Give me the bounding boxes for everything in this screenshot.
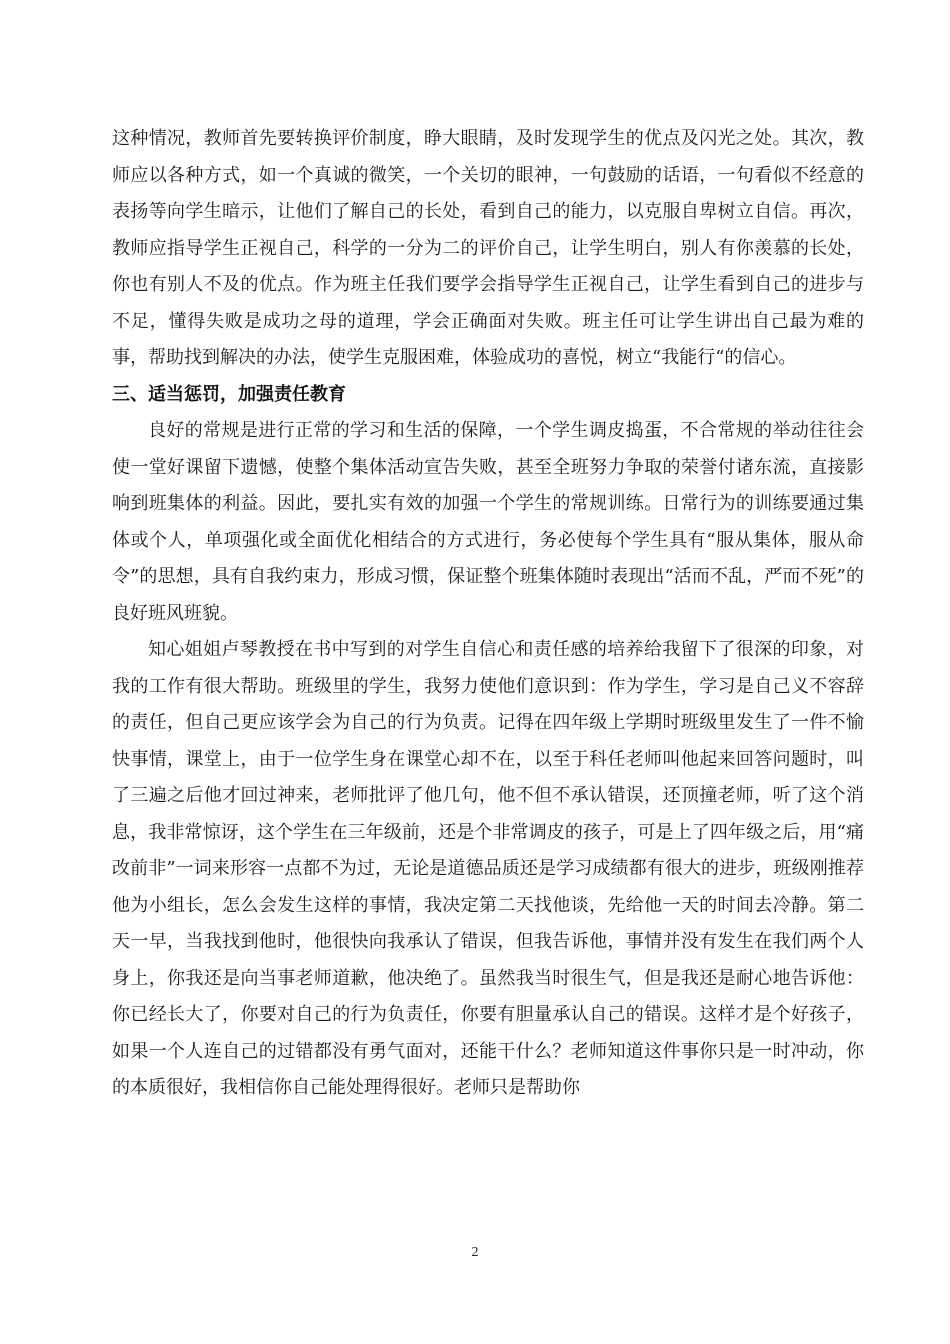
page-number: 2 [471,1245,479,1260]
paragraph-responsibility-story: 知心姐姐卢琴教授在书中写到的对学生自信心和责任感的培养给我留下了很深的印象，对我的工作有很大帮助。班级里的学生，我努力使他们意识到：作为学生，学习是自己义不容辞的责任，但自己更应该学会为自己的行为负责。记得在四年级上学期时班级里发生了一件不愉快事情，课堂上，由于一位学生身在课堂心却不在，以至于科任老师叫他起来回答问题时，叫了三遍之后他才回过神来，老师批评了他几句，他不但不承认错误，还顶撞老师，听了这个消息，我非常惊讶，这个学生在三年级前，还是个非常调皮的孩子，可是上了四年级之后，用“痛改前非”一词来形容一点都不为过，无论是道德品质还是学习成绩都有很大的进步，班级刚推荐他为小组长，怎么会发生这样的事情，我决定第二天找他谈，先给他一天的时间去冷静。第二天一早，当我找到他时，他很快向我承认了错误，但我告诉他，事情并没有发生在我们两个人身上，你我还是向当事老师道歉，他决绝了。虽然我当时很生气，但是我还是耐心地告诉他：你已经长大了，你要对自己的行为负责任，你要有胆量承认自己的错误。这样才是个好孩子，如果一个人连自己的过错都没有勇气面对，还能干什么？老师知道这件事你只是一时冲动，你的本质很好，我相信你自己能处理得很好。老师只是帮助你 [112,639,864,1098]
paragraph-continuation: 这种情况，教师首先要转换评价制度，睁大眼睛，及时发现学生的优点及闪光之处。其次，教师应以各种方式，如一个真诚的微笑，一个关切的眼神，一句鼓励的话语，一句看似不经意的表扬等向学生暗示，让他们了解自己的长处，看到自己的能力，以克服自卑树立自信。再次，教师应指导学生正视自己，科学的一分为二的评价自己，让学生明白，别人有你羡慕的长处，你也有别人不及的优点。作为班主任我们要学会指导学生正视自己，让学生看到自己的进步与不足，懂得失败是成功之母的道理，学会正确面对失败。班主任可让学生讲出自己最为难的事，帮助找到解决的办法，使学生克服困难，体验成功的喜悦，树立“我能行“的信心。 [112,128,864,368]
paragraph-routine-training: 良好的常规是进行正常的学习和生活的保障，一个学生调皮捣蛋，不合常规的举动往往会使一堂好课留下遗憾，使整个集体活动宣告失败，甚至全班努力争取的荣誉付诸东流，直接影响到班集体的利益。因此，要扎实有效的加强一个学生的常规训练。日常行为的训练要通过集体或个人，单项强化或全面优化相结合的方式进行，务必使每个学生具有“服从集体，服从命令”的思想，具有自我约束力，形成习惯，保证整个班集体随时表现出“活而不乱，严而不死”的良好班风班貌。 [112,420,864,624]
section-heading: 三、适当惩罚，加强责任教育 [112,383,346,405]
document-body [112,121,864,1107]
